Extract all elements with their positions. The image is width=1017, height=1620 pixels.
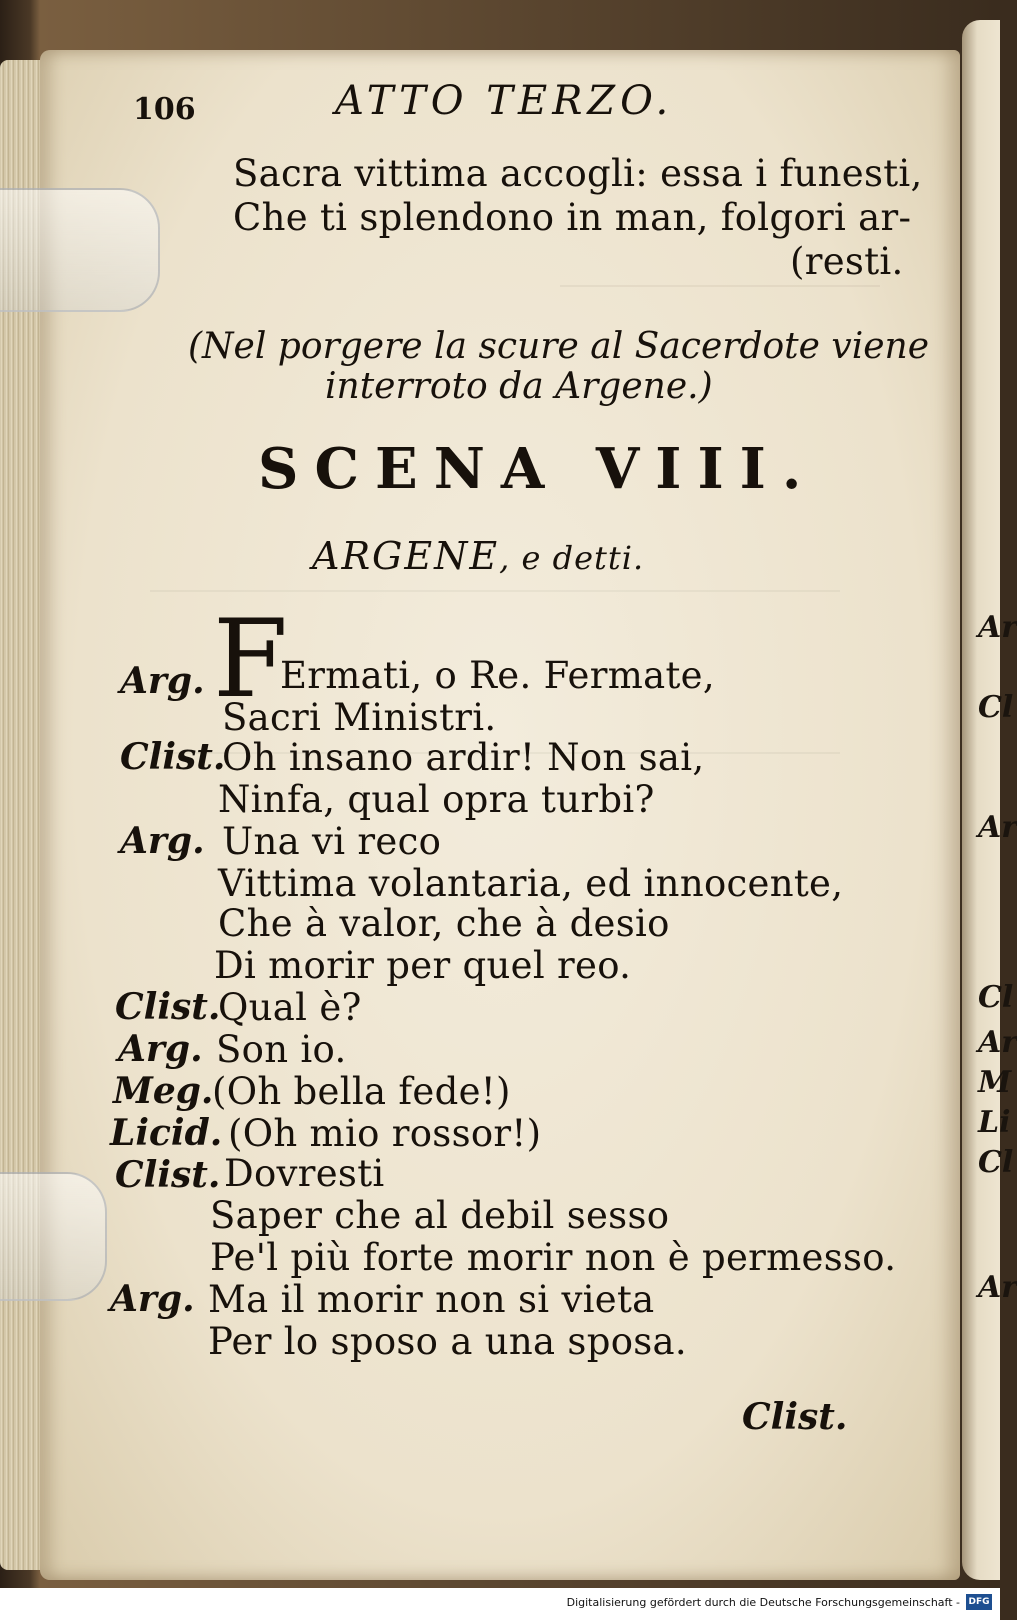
dialogue-line: Una vi reco [222,820,442,863]
dialogue-line: (Oh mio rossor!) [228,1112,542,1155]
digitization-footer [0,1588,1000,1620]
footer-credit: Digitalisierung gefördert durch die Deutsche Forschungsgemeinschaft - [566,1596,960,1609]
speaker-label: Clist. [120,736,226,778]
speaker-label: Arg. [118,1028,203,1070]
stage-direction: (Nel porgere la scure al Sacerdote viene [188,326,930,367]
speaker-label: Arg. [120,820,205,862]
facing-page-edge [962,20,1000,1580]
verse-line-turnover: (resti. [790,240,904,283]
speaker-label: Licid. [110,1112,223,1154]
dialogue-line: Qual è? [218,986,362,1029]
dialogue-line: Che à valor, che à desio [218,902,670,945]
facing-page-fragment: Cl [978,690,1014,725]
verse-line: Che ti splendono in man, folgori ar- [233,196,912,239]
verse-line: Sacra vittima accogli: essa i funesti, [233,152,923,195]
page-number: 106 [133,92,196,127]
page-clip [0,1172,107,1301]
facing-page-fragment: Li [978,1105,1011,1140]
facing-page-fragment: Ar [978,810,1017,845]
dialogue-line: Saper che al debil sesso [210,1194,670,1237]
dialogue-line: Oh insano ardir! Non sai, [222,736,705,779]
speaker-label: Clist. [115,1154,221,1196]
dialogue-line: Ma il morir non si vieta [208,1278,655,1321]
speaker-label: Clist. [115,986,221,1028]
dialogue-line: Ninfa, qual opra turbi? [218,778,655,821]
dialogue-line: Pe'l più forte morir non è permesso. [210,1236,897,1279]
page-clip [0,188,160,312]
dialogue-line: Vittima volantaria, ed innocente, [218,862,844,905]
character-name: ARGENE [312,534,500,578]
dialogue-line: Per lo sposo a una sposa. [208,1320,687,1363]
facing-page-fragment: M [978,1065,1012,1100]
catchword: Clist. [742,1396,848,1438]
dfg-logo: DFG [966,1594,992,1610]
facing-page-fragment: Ar [978,1025,1017,1060]
stage-direction: interroto da Argene.) [325,366,713,407]
facing-page-fragment: Cl [978,1145,1014,1180]
character-rest: , e detti. [499,539,645,577]
dialogue-line: Dovresti [224,1152,385,1195]
scene-characters [312,534,644,578]
facing-page-fragment: Ar [978,1270,1017,1305]
drop-cap: F [213,597,288,722]
dialogue-line: (Oh bella fede!) [212,1070,511,1113]
facing-page-fragment: Cl [978,980,1014,1015]
speaker-label: Arg. [120,660,205,702]
dialogue-line: Sacri Ministri. [222,696,497,739]
dialogue-line: Di morir per quel reo. [214,944,632,987]
speaker-label: Arg. [110,1278,195,1320]
running-title: ATTO TERZO. [335,78,674,124]
dialogue-line: Son io. [216,1028,347,1071]
dialogue-line: Ermati, o Re. Fermate, [280,654,715,697]
speaker-label: Meg. [113,1070,214,1112]
scene-heading: SCENA VIII. [258,436,818,502]
facing-page-fragment: Ar [978,610,1017,645]
